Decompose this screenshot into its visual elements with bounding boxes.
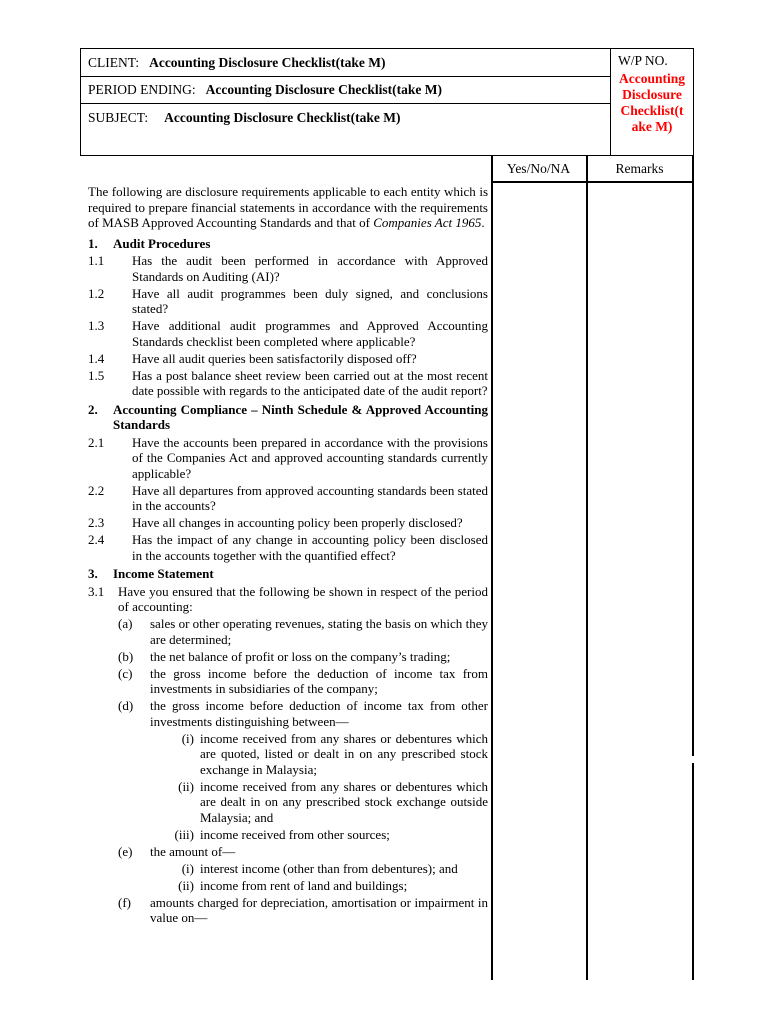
item-text: Has the impact of any change in accounting policy been disclosed in the accounts together with the quantified effect? [132, 532, 488, 563]
checklist-item [88, 532, 488, 563]
item-number: (f) [118, 894, 131, 910]
item-text: income received from any shares or debentures which are quoted, listed or dealt in on any prescribed stock exchange in Malaysia; [200, 730, 488, 777]
item-number: 3.1 [88, 583, 105, 599]
checklist-body [88, 184, 488, 927]
item-number: 2. [88, 401, 98, 417]
item-number: 1.3 [88, 318, 105, 333]
item-text: the amount of— [150, 843, 236, 859]
item-number: (c) [118, 665, 133, 681]
header-table-left [81, 49, 611, 155]
item-number: 1.2 [88, 285, 105, 301]
item-text: Has a post balance sheet review been carried out at the most recent date possible with regards to the anticipated date of the audit report? [132, 367, 488, 398]
item-text: income received from any shares or debentures which are dealt in on any prescribed stock exchange outside Malaysia; and [200, 778, 488, 825]
checklist-item [166, 827, 488, 843]
checklist-item [118, 698, 488, 729]
item-number: 1. [88, 235, 98, 251]
item-number: (a) [118, 616, 133, 631]
checklist-item [118, 895, 488, 926]
checklist-item [118, 666, 488, 697]
item-number: 1.1 [88, 253, 105, 268]
right-border-upper-segment [692, 156, 694, 756]
item-text: Income Statement [113, 566, 214, 581]
item-number: 1.5 [88, 367, 105, 383]
subject-value: Accounting Disclosure Checklist(take M) [164, 110, 401, 125]
checklist-item [88, 253, 488, 284]
checklist-item [166, 731, 488, 778]
checklist-item [88, 351, 488, 367]
item-text: Have all audit queries been satisfactorily disposed off? [132, 350, 417, 366]
checklist-item [88, 435, 488, 482]
item-text: amounts charged for depreciation, amortisation or impairment in value on— [150, 894, 488, 925]
section-heading [88, 566, 488, 582]
checklist-item [166, 878, 488, 894]
checklist-item [88, 483, 488, 514]
checklist-item [118, 616, 488, 647]
checklist [88, 236, 488, 926]
period-ending-label: PERIOD ENDING: [88, 82, 196, 97]
subject-row [81, 104, 610, 155]
item-text: the gross income before the deduction of income tax from investments in subsidiaries of the company; [150, 665, 488, 696]
checklist-item [88, 286, 488, 317]
item-number: (i) [181, 860, 194, 876]
item-number: 3. [88, 566, 98, 581]
column-header-underline [491, 181, 694, 183]
item-text: Accounting Compliance – Ninth Schedule & Approved Accounting Standards [113, 401, 488, 432]
item-number: 2.3 [88, 515, 105, 530]
item-text: sales or other operating revenues, stating the basis on which they are determined; [150, 616, 488, 647]
subject-label: SUBJECT: [88, 110, 149, 125]
item-number: (b) [118, 648, 134, 664]
item-text: interest income (other than from debentures); and [200, 860, 458, 876]
yes-column-left-border [491, 156, 493, 980]
checklist-item [88, 318, 488, 349]
checklist-item [88, 515, 488, 531]
item-text: Audit Procedures [113, 235, 211, 251]
client-label: CLIENT: [88, 54, 140, 70]
item-text: income received from other sources; [200, 826, 390, 842]
remarks-column-left-border [586, 156, 588, 980]
item-text: Have you ensured that the following be shown in respect of the period of accounting: [118, 583, 488, 614]
intro-text: The following are disclosure requirements applicable to each entity which is required to prepare financial statements in accordance with the requirements of MASB Approved Accounting Standards and that of [88, 184, 488, 230]
item-number: 2.4 [88, 532, 105, 547]
header-table [80, 48, 694, 156]
wp-no-value: Accounting Disclosure Checklist(take M) [619, 71, 686, 134]
period-ending-value: Accounting Disclosure Checklist(take M) [205, 82, 442, 97]
item-number: (iii) [174, 826, 194, 842]
item-text: Have all changes in accounting policy been properly disclosed? [132, 515, 463, 530]
section-heading [88, 236, 488, 252]
item-number: 2.2 [88, 482, 105, 498]
item-number: (d) [118, 698, 134, 713]
item-number: (e) [118, 843, 133, 859]
item-text: Have all audit programmes been duly signed, and conclusions stated? [132, 285, 488, 316]
section-heading [88, 402, 488, 433]
intro-paragraph [88, 184, 488, 231]
intro-text-end: . [481, 215, 485, 230]
item-text: Have additional audit programmes and Approved Accounting Standards checklist been completed where applicable? [132, 318, 488, 349]
item-number: (ii) [178, 778, 194, 794]
item-text: income from rent of land and buildings; [200, 877, 408, 893]
checklist-item [166, 779, 488, 826]
item-text: the gross income before deduction of income tax from other investments distinguishing between— [150, 698, 488, 729]
period-ending-row [81, 77, 610, 104]
item-text: Have the accounts been prepared in accordance with the provisions of the Companies Act and approved accounting standards currently applicable? [132, 434, 488, 481]
item-number: 1.4 [88, 350, 105, 366]
client-value: Accounting Disclosure Checklist(take M) [149, 54, 386, 70]
column-header-remarks: Remarks [615, 161, 664, 176]
wp-no-label: W/P NO. [618, 53, 668, 68]
item-number: (i) [181, 730, 194, 746]
wp-no-cell [611, 49, 693, 155]
item-text: Have all departures from approved accounting standards been stated in the accounts? [132, 482, 488, 513]
item-number: 2.1 [88, 434, 105, 450]
item-number: (ii) [178, 877, 194, 893]
client-row [81, 49, 610, 77]
checklist-item [166, 861, 488, 877]
intro-italic-act-name: Companies Act 1965 [373, 215, 482, 230]
item-text: the net balance of profit or loss on the company’s trading; [150, 648, 451, 664]
checklist-item [88, 584, 488, 615]
checklist-item [88, 368, 488, 399]
column-header-yes-no-na: Yes/No/NA [506, 161, 571, 176]
checklist-item [118, 649, 488, 665]
right-border-lower-segment [692, 763, 694, 980]
checklist-item [118, 844, 488, 860]
item-text: Has the audit been performed in accordance with Approved Standards on Auditing (AI)? [132, 253, 488, 284]
